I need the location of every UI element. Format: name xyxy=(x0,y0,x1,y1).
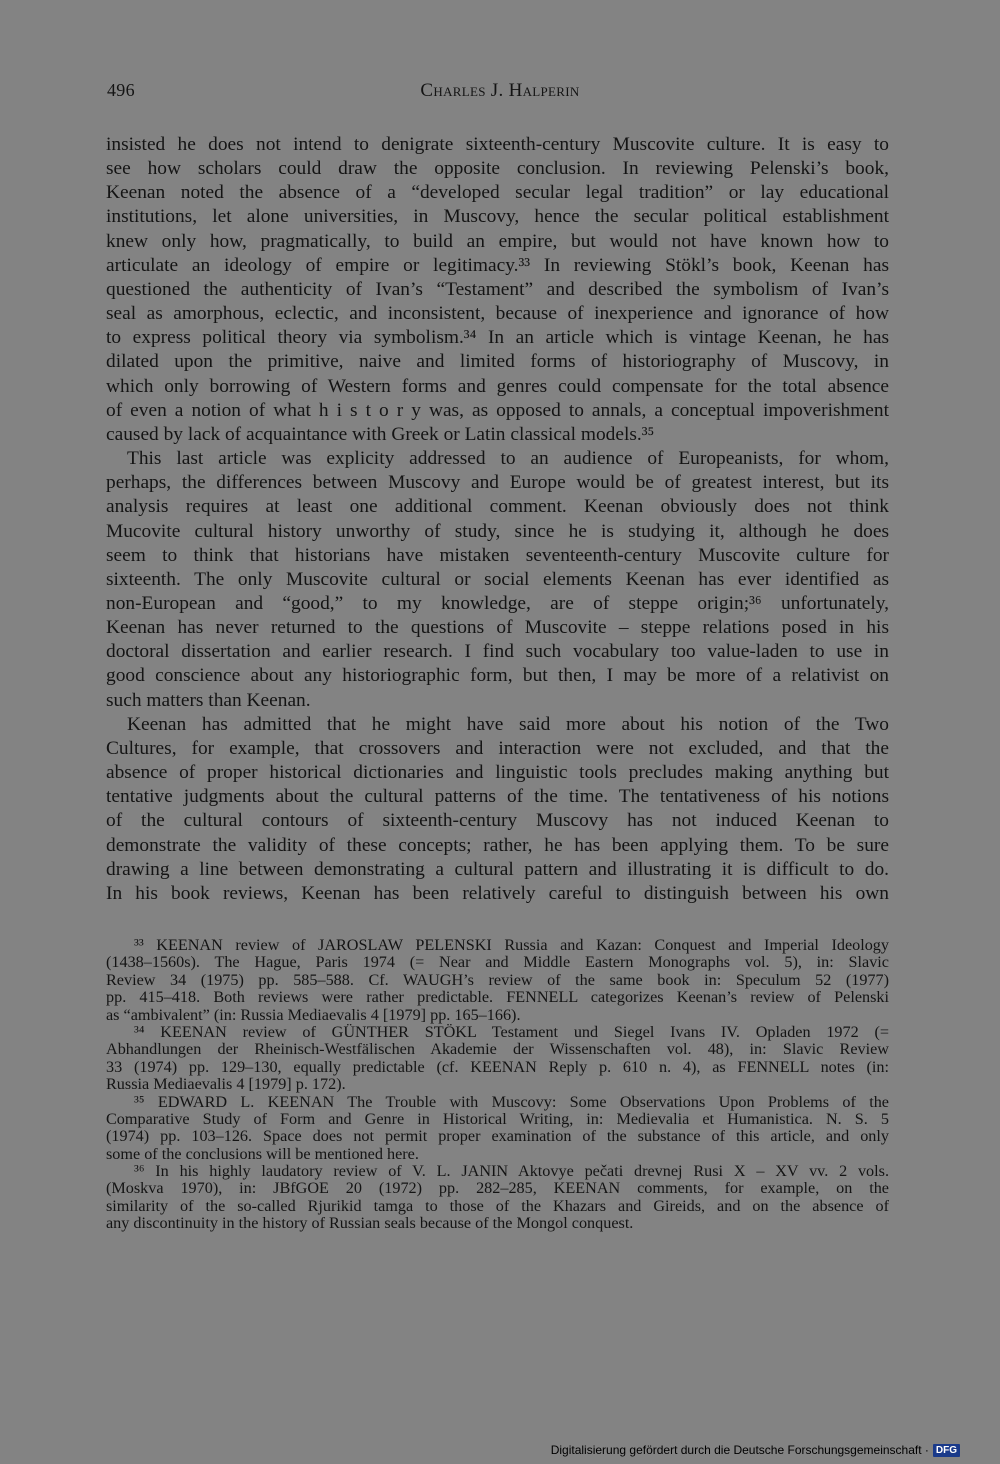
footnote-line: Abhandlungen der Rheinisch-Westfälischen Akademie der Wissenschaften vol. 48), in: Slavic Review xyxy=(106,1041,889,1059)
footnote-line: similarity of the so-called Rjurikid tamga to those of the Khazars and Gireids, and on the absence of xyxy=(106,1197,889,1215)
body-line: insisted he does not intend to denigrate sixteenth-century Muscovite culture. It is easy to xyxy=(106,134,889,155)
footnote-line: ³⁴ KEENAN review of GÜNTHER STÖKL Testament und Siegel Ivans IV. Opladen 1972 (= xyxy=(134,1023,889,1041)
body-text xyxy=(106,133,889,906)
page-number: 496 xyxy=(107,80,135,100)
body-line: absence of proper historical dictionaries and linguistic tools precludes making anything but xyxy=(106,762,889,784)
body-line: caused by lack of acquaintance with Greek or Latin classical models.³⁵ xyxy=(106,423,655,445)
body-line: of the cultural contours of sixteenth-century Muscovy has not induced Keenan to xyxy=(106,810,889,832)
footnote-line: as “ambivalent” (in: Russia Mediaevalis 4 [1979] pp. 165–166). xyxy=(106,1006,521,1024)
digitization-credit xyxy=(551,1443,960,1457)
body-line: tentative judgments about the cultural patterns of the time. The tentativeness of his notions xyxy=(106,786,889,808)
body-line: dilated upon the primitive, naive and limited forms of historiography of Muscovy, in xyxy=(106,351,889,373)
body-line: demonstrate the validity of these concepts; rather, he has been applying them. To be sure xyxy=(106,834,889,856)
footnote-line: pp. 415–418. Both reviews were rather predictable. FENNELL categorizes Keenan’s review of Pelenski xyxy=(106,989,889,1007)
body-line: perhaps, the differences between Muscovy and Europe would be of greatest interest, but its xyxy=(106,472,889,494)
body-line: to express political theory via symbolism.³⁴ In an article which is vintage Keenan, he has xyxy=(106,327,889,349)
body-line: Keenan has never returned to the questions of Muscovite – steppe relations posed in his xyxy=(106,617,889,639)
body-line: seal as amorphous, eclectic, and inconsistent, because of inexperience and ignorance of how xyxy=(106,303,889,325)
body-line: Keenan has admitted that he might have said more about his notion of the Two xyxy=(127,713,889,735)
running-head: Charles J. Halperin xyxy=(420,80,580,101)
body-line: seem to think that historians have mistaken seventeenth-century Muscovite culture for xyxy=(106,544,889,566)
body-line: Mucovite cultural history unworthy of study, since he is studying it, although he does xyxy=(106,520,889,542)
body-line: analysis requires at least one additional comment. Keenan obviously does not think xyxy=(106,496,889,518)
body-line: institutions, let alone universities, in Muscovy, hence the secular political establishment xyxy=(106,206,889,228)
body-line: articulate an ideology of empire or legitimacy.³³ In reviewing Stökl’s book, Keenan has xyxy=(106,254,889,276)
credit-text: Digitalisierung gefördert durch die Deutsche Forschungsgemeinschaft · xyxy=(550,1443,929,1457)
footnote-line: (1974) pp. 103–126. Space does not permit proper examination of the substance of this article, and only xyxy=(106,1128,889,1146)
footnote-line: ³³ KEENAN review of JAROSLAW PELENSKI Russia and Kazan: Conquest and Imperial Ideology xyxy=(134,937,889,954)
body-line: good conscience about any historiographic form, but then, I may be more of a relativist on xyxy=(106,665,889,687)
footnotes xyxy=(106,937,889,1233)
footnote-line: ³⁵ EDWARD L. KEENAN The Trouble with Muscovy: Some Observations Upon Problems of the xyxy=(134,1093,889,1111)
footnote-line: Comparative Study of Form and Genre in Historical Writing, in: Medievalia et Humanistica. N. S. 5 xyxy=(106,1110,889,1128)
body-line: which only borrowing of Western forms and genres could compensate for the total absence xyxy=(106,375,889,397)
body-line: see how scholars could draw the opposite conclusion. In reviewing Pelenski’s book, xyxy=(106,158,889,180)
footnote-line: Review 34 (1975) pp. 585–588. Cf. WAUGH’s review of the same book in: Speculum 52 (1977) xyxy=(106,971,889,989)
body-line: doctoral dissertation and earlier research. I find such vocabulary too value-laden to use in xyxy=(106,641,889,663)
body-line: drawing a line between demonstrating a cultural pattern and illustrating it is difficult to do. xyxy=(106,858,889,880)
footnote-line: 33 (1974) pp. 129–130, equally predictable (cf. KEENAN Reply p. 610 n. 4), as FENNELL notes (in: xyxy=(106,1058,889,1076)
footnote-line: any discontinuity in the history of Russian seals because of the Mongol conquest. xyxy=(106,1215,634,1233)
footnote-line: (1438–1560s). The Hague, Paris 1974 (= Near and Middle Eastern Monographs vol. 5), in: Slavic xyxy=(106,954,889,972)
body-line: such matters than Keenan. xyxy=(106,689,311,711)
body-line: of even a notion of what h i s t o r y was, as opposed to annals, a conceptual impoverishment xyxy=(106,399,889,421)
footnote-line: (Moskva 1970), in: JBfGOE 20 (1972) pp. 282–285, KEENAN comments, for example, on the xyxy=(106,1180,889,1198)
footnote-line: some of the conclusions will be mentioned here. xyxy=(106,1145,419,1163)
body-line: sixteenth. The only Muscovite cultural or social elements Keenan has ever identified as xyxy=(106,568,889,590)
body-line: Cultures, for example, that crossovers and interaction were not excluded, and that the xyxy=(106,737,889,759)
footnote-line: ³⁶ In his highly laudatory review of V. L. JANIN Aktovye pečati drevnej Rusi X – XV vv. 2 vols. xyxy=(134,1163,889,1181)
body-line: In his book reviews, Keenan has been relatively careful to distinguish between his own xyxy=(106,882,889,904)
body-line: questioned the authenticity of Ivan’s “Testament” and described the symbolism of Ivan’s xyxy=(106,278,889,300)
body-line: non-European and “good,” to my knowledge, are of steppe origin;³⁶ unfortunately, xyxy=(106,592,889,614)
body-line: knew only how, pragmatically, to build an empire, but would not have known how to xyxy=(106,230,889,252)
body-line: Keenan noted the absence of a “developed secular legal tradition” or lay educational xyxy=(106,182,889,204)
dfg-logo: DFG xyxy=(933,1444,960,1457)
body-line: This last article was explicity addressed to an audience of Europeanists, for whom, xyxy=(127,448,889,470)
footnote-line: Russia Mediaevalis 4 [1979] p. 172). xyxy=(106,1076,346,1094)
